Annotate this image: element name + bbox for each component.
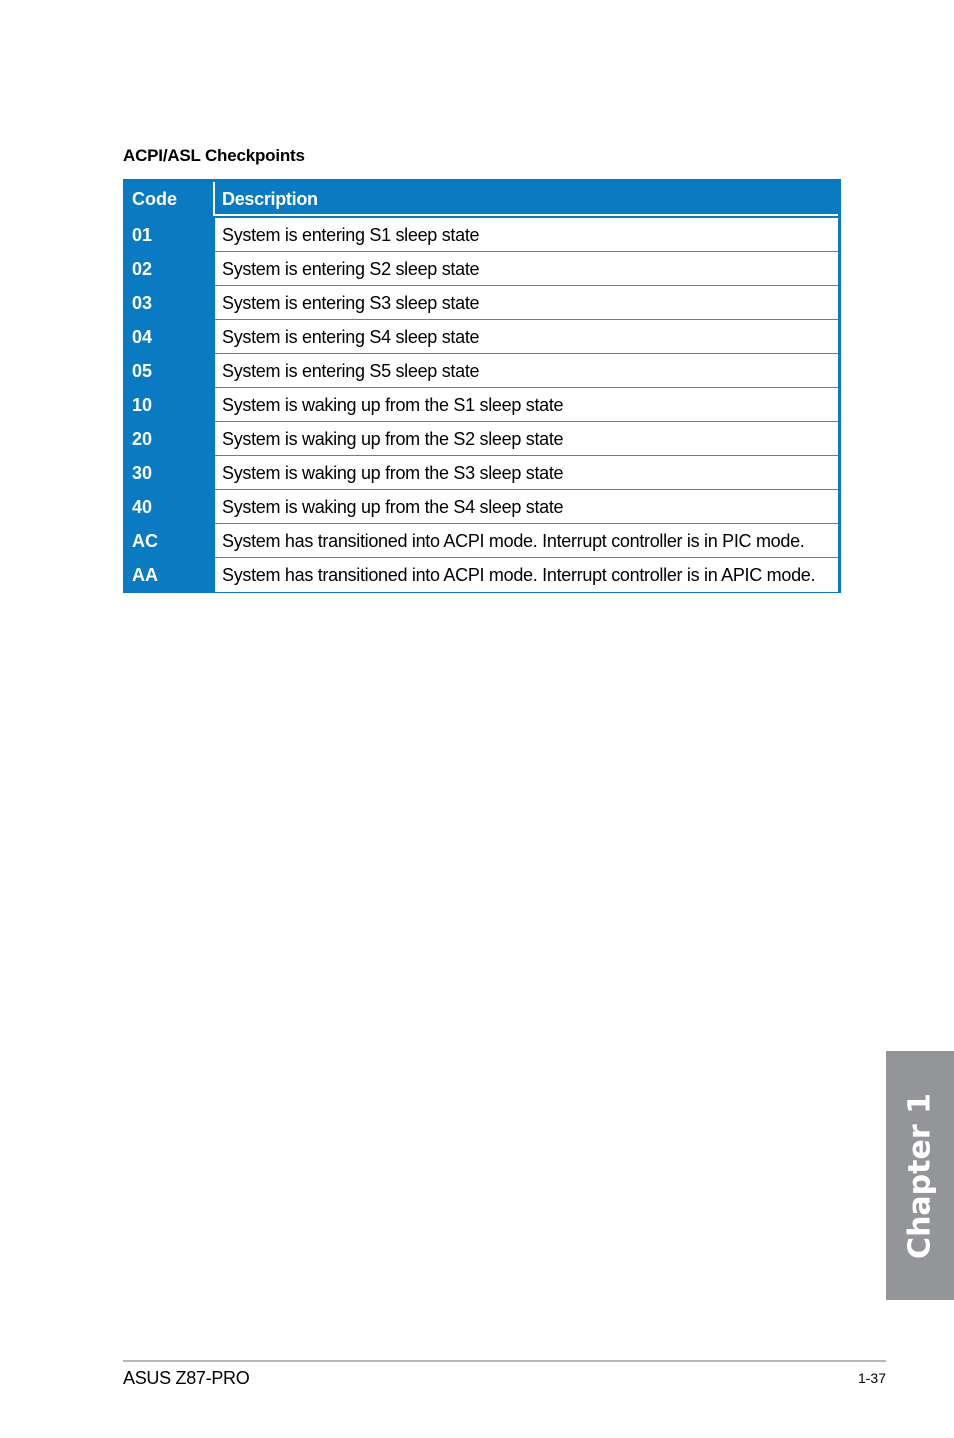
header-code: Code (132, 189, 177, 209)
row-description: System is entering S4 sleep state (215, 320, 838, 354)
row-description: System is entering S3 sleep state (215, 286, 838, 320)
table-row (126, 456, 838, 490)
table-header-row (126, 182, 838, 216)
row-description: System has transitioned into ACPI mode. Interrupt controller is in APIC mode. (215, 558, 838, 592)
table-row (126, 422, 838, 456)
table-row (126, 490, 838, 524)
row-code: 10 (132, 395, 153, 415)
row-code: AC (132, 531, 158, 551)
table-row (126, 524, 838, 558)
header-description: Description (213, 182, 838, 216)
table-row (126, 388, 838, 422)
row-description: System has transitioned into ACPI mode. Interrupt controller is in PIC mode. (215, 524, 838, 558)
table-row (126, 252, 838, 286)
table-row (126, 286, 838, 320)
table-row (126, 354, 838, 388)
footer-product-name: ASUS Z87-PRO (123, 1368, 250, 1388)
footer-page-number: 1-37 (857, 1370, 886, 1386)
row-description: System is entering S5 sleep state (215, 354, 838, 388)
row-code: 40 (132, 497, 153, 517)
row-description: System is waking up from the S2 sleep state (215, 422, 838, 456)
row-description: System is entering S2 sleep state (215, 252, 838, 286)
table-row (126, 558, 838, 592)
chapter-tab (886, 1051, 954, 1300)
row-code: 01 (132, 225, 153, 245)
table-row (126, 218, 838, 252)
checkpoint-table (123, 179, 841, 593)
row-code: 30 (132, 463, 153, 483)
row-code: 04 (132, 327, 153, 347)
row-code: 05 (132, 361, 153, 381)
row-code: 20 (132, 429, 153, 449)
row-code: 02 (132, 259, 153, 279)
footer-divider (123, 1360, 886, 1362)
section-title: ACPI/ASL Checkpoints (123, 146, 305, 165)
row-description: System is entering S1 sleep state (215, 218, 838, 252)
row-description: System is waking up from the S4 sleep state (215, 490, 838, 524)
row-code: AA (132, 565, 158, 585)
row-code: 03 (132, 293, 153, 313)
table-row (126, 320, 838, 354)
row-description: System is waking up from the S3 sleep state (215, 456, 838, 490)
chapter-label: Chapter 1 (902, 1092, 938, 1259)
row-description: System is waking up from the S1 sleep state (215, 388, 838, 422)
